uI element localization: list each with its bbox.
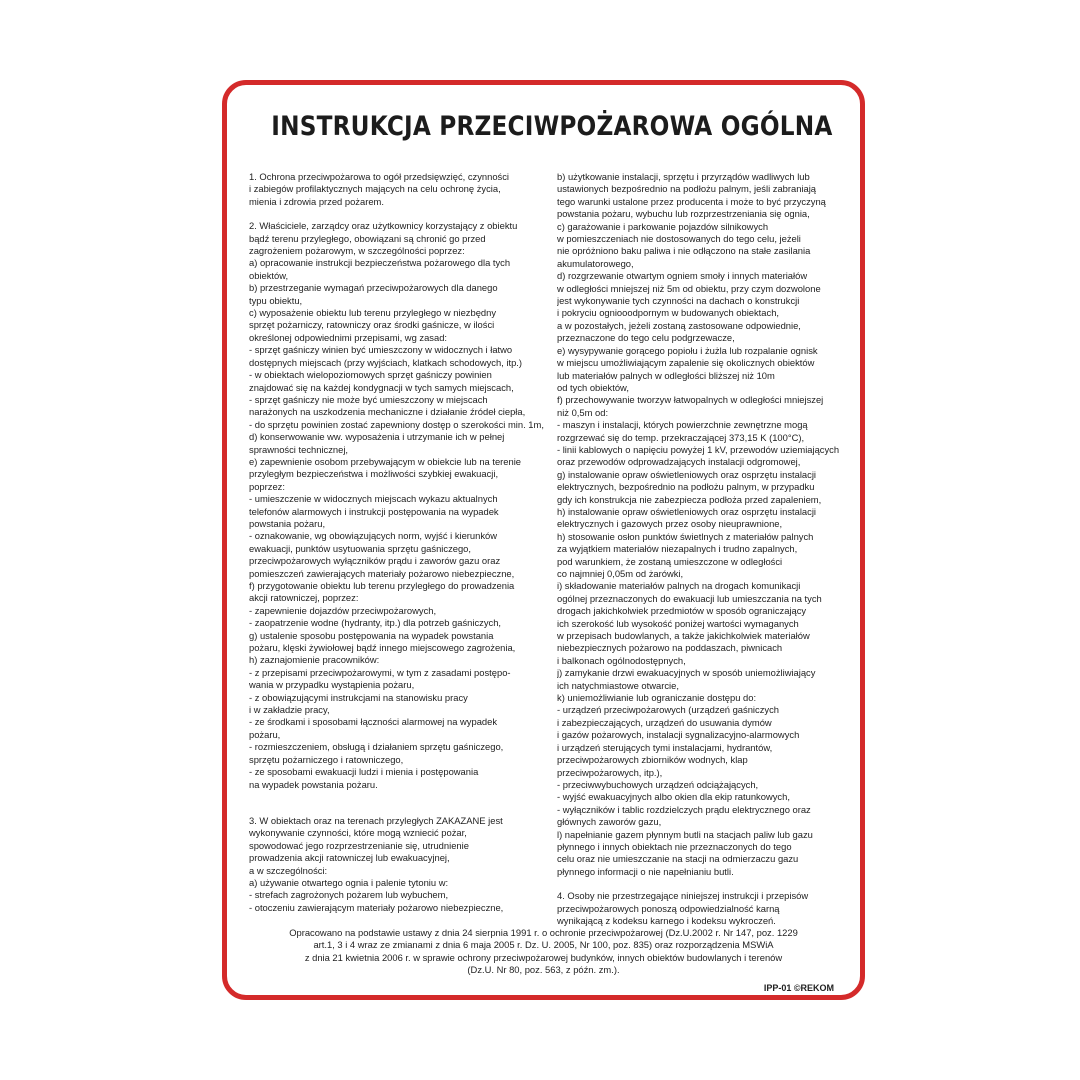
left-column-line: pomieszczeń zawierających materiały pożarowo niebezpieczne, (249, 567, 515, 579)
right-column-line: gdy ich konstrukcja nie zabezpiecza podłoża przed zapaleniem, (557, 493, 822, 505)
right-column-line: rozgrzewać się do temp. przekraczającej 373,15 K (100°C), (557, 431, 805, 443)
left-column-line: a w szczególności: (249, 864, 328, 876)
left-column-line: g) ustalenie sposobu postępowania na wypadek powstania (249, 629, 494, 641)
left-column-line: f) przygotowanie obiektu lub terenu przyległego do prowadzenia (249, 580, 515, 591)
left-column-line: obiektów, (249, 269, 289, 281)
left-column-line: sprzętu pożarniczego i ratowniczego, (249, 753, 404, 765)
left-column-line: - sprzęt gaśniczy winien być umieszczony w widocznych i łatwo (249, 344, 513, 356)
right-column-line: - maszyn i instalacji, których powierzchnie zewnętrzne mogą (557, 419, 808, 431)
brand-mark (764, 983, 834, 993)
right-column-line: przeznaczone do tego celu podgrzewacze, (557, 332, 735, 344)
left-column-line: zagrożeniem pożarowym, w szczególności poprzez: (249, 245, 465, 257)
footer-line: (Dz.U. Nr 80, poz. 563, z późn. zm.). (467, 964, 620, 976)
left-column-line: pożaru, (249, 728, 281, 740)
brand-logo: ©REKOM (793, 983, 834, 993)
right-column-line: - przeciwwybuchowych urządzeń odciążających, (557, 778, 759, 790)
right-column-line: elektrycznych, bezpośrednio na podłożu palnym, w przypadku (557, 481, 815, 493)
right-column-line: przeciwpożarowych, itp.), (557, 766, 663, 778)
right-column-line: jest wykonywanie tych czynności na dachach o konstrukcji (557, 295, 800, 307)
right-column-line: e) wysypywanie gorącego popiołu i żużla lub rozpalanie ognisk (557, 344, 818, 356)
right-column-line: - wyłączników i tablic rozdzielczych prądu elektrycznego oraz (557, 803, 811, 815)
right-column-line: tego warunki ustalone przez producenta i może to być przyczyną (557, 195, 826, 207)
right-column-line: ich szerokość lub wysokość poniżej wartości wymaganych (557, 617, 799, 629)
right-column-line: - wyjść ewakuacyjnych albo okien dla ekip ratunkowych, (557, 791, 790, 803)
right-column-line: co najmniej 0,05m od żarówki, (557, 568, 684, 579)
left-column-line: - umieszczenie w widocznych miejscach wykazu aktualnych (249, 493, 498, 505)
right-column-line: b) użytkowanie instalacji, sprzętu i przyrządów wadliwych lub (557, 171, 810, 182)
right-column-line: j) zamykanie drzwi ewakuacyjnych w sposób uniemożliwiający (557, 667, 816, 679)
left-column-line: akcji ratowniczej, poprzez: (249, 592, 359, 604)
right-column-line: przeciwpożarowych zbiorników wodnych, klap (557, 754, 748, 766)
left-column-line: a) opracowanie instrukcji bezpieczeństwa pożarowego dla tych (249, 257, 511, 269)
left-column-line: - sprzęt gaśniczy nie może być umieszczony w miejscach (249, 393, 488, 405)
left-column-line: sprzęt pożarniczy, ratowniczy oraz środki gaśnicze, w ilości (249, 319, 495, 331)
right-column-line: płynnego i innych obiektach nie przeznaczonych do tego (557, 840, 792, 852)
left-column (249, 171, 545, 914)
right-column-line (557, 878, 849, 890)
right-column-line: h) stosowanie osłon punktów świetlnych z materiałów palnych (557, 530, 814, 542)
safety-sign (222, 80, 865, 1000)
left-column-line: - rozmieszczeniem, obsługą i działaniem sprzętu gaśniczego, (249, 741, 504, 753)
right-column-line: od tych obiektów, (557, 381, 629, 393)
left-column-line: - do sprzętu powinien zostać zapewniony dostęp o szerokości min. 1m, (249, 418, 544, 430)
left-column-line: - ze środkami i sposobami łączności alarmowej na wypadek (249, 716, 498, 728)
right-column-line: k) uniemożliwianie lub ograniczanie dostępu do: (557, 692, 757, 704)
right-column-line: lub materiałów palnych w odległości bliższej niż 10m (557, 369, 775, 381)
right-column-line: elektrycznych i gazowych przez osoby nieuprawnione, (557, 518, 783, 530)
left-column-line: e) zapewnienie osobom przebywającym w obiekcie lub na terenie (249, 455, 522, 467)
left-column-line: bądź terenu przyległego, obowiązani są chronić go przed (249, 232, 486, 244)
left-column-line: pożaru, klęski żywiołowej bądź innego miejscowego zagrożenia, (249, 642, 516, 654)
left-column-line (249, 791, 545, 803)
left-column-line: narażonych na uszkodzenia mechaniczne i działanie źródeł ciepła, (249, 406, 526, 418)
left-column-line (249, 803, 545, 815)
left-column-line: na wypadek powstania pożaru. (249, 778, 378, 790)
footer-line: art.1, 3 i 4 wraz ze zmianami z dnia 6 maja 2005 r. Dz. U. 2005, Nr 100, poz. 835) oraz rozporządzenia MSWiA (313, 939, 774, 951)
left-column-line: określonej odpowiednimi przepisami, wg zasad: (249, 331, 448, 343)
left-column-line: sprawności technicznej, (249, 443, 349, 455)
right-column-line: f) przechowywanie tworzyw łatwopalnych w odległości mniejszej (557, 394, 824, 406)
left-column-line: h) zaznajomienie pracowników: (249, 654, 380, 666)
right-column-line: i) składowanie materiałów palnych na drogach komunikacji (557, 580, 801, 592)
right-column-line: wynikającą z kodeksu karnego i kodeksu wykroczeń. (557, 914, 776, 926)
right-column (557, 171, 849, 927)
right-column-line: ogólnej przeznaczonych do ewakuacji lub umieszczania na tych (557, 592, 822, 604)
left-column-line: mienia i zdrowia przed pożarem. (249, 195, 384, 207)
right-column-line: c) garażowanie i parkowanie pojazdów silnikowych (557, 220, 769, 232)
right-column-line: celu oraz nie umieszczanie na stacji na odmierzaczu gazu (557, 853, 799, 865)
right-column-line: i zabezpieczających, urządzeń do usuwania dymów (557, 716, 772, 728)
sign-title: INSTRUKCJA PRZECIWPOŻAROWA OGÓLNA (271, 111, 833, 142)
left-column-line: 1. Ochrona przeciwpożarowa to ogół przedsięwzięć, czynności (249, 171, 510, 182)
right-column-line: głównych zaworów gazu, (557, 816, 662, 828)
right-column-line: ich natychmiastowe otwarcie, (557, 679, 679, 691)
left-column-line: powstania pożaru, (249, 517, 326, 529)
left-column-line: poprzez: (249, 480, 285, 492)
right-column-line: d) rozgrzewanie otwartym ogniem smoły i innych materiałów (557, 270, 808, 282)
left-column-line: przyległym bezpieczeństwa i możliwości szybkiej ewakuacji, (249, 468, 499, 480)
left-column-line: - w obiektach wielopoziomowych sprzęt gaśniczy powinien (249, 369, 492, 381)
footer-line: z dnia 21 kwietnia 2006 r. w sprawie ochrony przeciwpożarowej budynków, innych obiektów budowlanych i terenów (304, 951, 783, 963)
right-column-line: ustawionych bezpośrednio na podłożu palnym, jeśli zabraniają (557, 183, 817, 195)
left-column-line: dostępnych miejscach (przy wyjściach, klatkach schodowych, itp.) (249, 356, 523, 368)
left-column-line: wykonywanie czynności, które mogą wzniecić pożar, (249, 827, 467, 839)
left-column-line: typu obiektu, (249, 294, 303, 306)
legal-footer (247, 927, 840, 977)
right-column-line: w odległości mniejszej niż 5m od obiektu, przy czym dozwolone (557, 282, 821, 294)
left-column-line: telefonów alarmowych i instrukcji postępowania na wypadek (249, 505, 499, 517)
right-column-line: powstania pożaru, wybuchu lub rozprzestrzeniania się ognia, (557, 208, 810, 220)
right-column-line: płynnego informacji o nie napełnianiu butli. (557, 865, 734, 877)
left-column-line: - strefach zagrożonych pożarem lub wybuchem, (249, 889, 449, 901)
right-column-line: drogach jakichkolwiek przedmiotów w sposób ograniczający (557, 605, 807, 617)
left-column-line: wania w przypadku wystąpienia pożaru, (249, 679, 415, 691)
right-column-line: pod warunkiem, że zostaną umieszczone w odległości (557, 555, 783, 567)
right-column-line: nie opróżniono baku paliwa i nie odłączono na stałe zasilania (557, 245, 811, 257)
left-column-line: a) używanie otwartego ognia i palenie tytoniu w: (249, 876, 449, 888)
right-column-line: 4. Osoby nie przestrzegające niniejszej instrukcji i przepisów (557, 890, 809, 902)
left-column-line: - zaopatrzenie wodne (hydranty, itp.) dla potrzeb gaśniczych, (249, 617, 502, 629)
right-column-line: za wyjątkiem materiałów niezapalnych i trudno zapalnych, (557, 543, 798, 555)
right-column-line: i gazów pożarowych, instalacji sygnalizacyjno-alarmowych (557, 729, 800, 741)
left-column-line: prowadzenia akcji ratowniczej lub ewakuacyjnej, (249, 852, 450, 864)
right-column-line: g) instalowanie opraw oświetleniowych oraz osprzętu instalacji (557, 468, 816, 480)
product-code: IPP-01 (763, 983, 792, 993)
left-column-line: 3. W obiektach oraz na terenach przyległych ZAKAZANE jest (249, 814, 503, 826)
right-column-line: przeciwpożarowych ponoszą odpowiedzialność karną (557, 902, 780, 914)
left-column-line: i w zakładzie pracy, (249, 704, 330, 716)
right-column-line: - linii kablowych o napięciu powyżej 1 kV, przewodów uziemiających (557, 443, 840, 455)
right-column-line: niż 0,5m od: (557, 406, 609, 418)
right-column-line: i pokryciu ogniooodpornym w budowanych obiektach, (557, 307, 780, 319)
right-column-line: w miejscu umożliwiającym zapalenie się okolicznych obiektów (557, 357, 815, 369)
left-column-line: b) przestrzeganie wymagań przeciwpożarowych dla danego (249, 282, 498, 294)
left-column-line: d) konserwowanie ww. wyposażenia i utrzymanie ich w pełnej (249, 431, 505, 443)
right-column-line: oraz przewodów odprowadzających instalacji odgromowej, (557, 456, 801, 468)
left-column-line: - oznakowanie, wg obowiązujących norm, wyjść i kierunków (249, 530, 498, 542)
right-column-line: w przepisach budowlanych, a także jakichkolwiek materiałów (557, 630, 810, 642)
left-column-line: ewakuacji, punktów usytuowania sprzętu gaśniczego, (249, 542, 472, 554)
right-column-line: h) instalowanie opraw oświetleniowych oraz osprzętu instalacji (557, 505, 816, 517)
right-column-line: a w pozostałych, jeżeli zostaną zastosowane odpowiednie, (557, 319, 801, 331)
left-column-line: znajdować się na każdej kondygnacji w tych samych miejscach, (249, 381, 514, 393)
left-column-line: c) wyposażenie obiektu lub terenu przyległego w niezbędny (249, 307, 497, 319)
right-column-line: i urządzeń sterujących tymi instalacjami, hydrantów, (557, 741, 773, 753)
right-column-line: akumulatorowego, (557, 257, 634, 269)
left-column-line: 2. Właściciele, zarządcy oraz użytkownicy korzystający z obiektu (249, 220, 518, 232)
left-column-line: - z obowiązującymi instrukcjami na stanowisku pracy (249, 691, 468, 703)
left-column-line: - otoczeniu zawierającym materiały pożarowo niebezpieczne, (249, 901, 504, 913)
left-column-line: i zabiegów profilaktycznych mających na celu ochronę życia, (249, 183, 501, 195)
left-column-line: - ze sposobami ewakuacji ludzi i mienia i postępowania (249, 766, 479, 778)
left-column-line: - zapewnienie dojazdów przeciwpożarowych, (249, 604, 437, 616)
right-column-line: - urządzeń przeciwpożarowych (urządzeń gaśniczych (557, 704, 779, 716)
right-column-line: i balkonach ogólnodostępnych, (557, 654, 686, 666)
footer-line: Opracowano na podstawie ustawy z dnia 24 sierpnia 1991 r. o ochronie przeciwpożarowej (Dz.U.2002 r. Nr 147, poz. 1229 (289, 927, 798, 938)
left-column-line: - z przepisami przeciwpożarowymi, w tym z zasadami postępo- (249, 666, 511, 678)
left-column-line: spowodować jego rozprzestrzenianie się, utrudnienie (249, 839, 469, 851)
right-column-line: niebezpiecznych pożarowo na poddaszach, piwnicach (557, 642, 783, 654)
right-column-line: l) napełnianie gazem płynnym butli na stacjach paliw lub gazu (557, 828, 813, 840)
right-column-line: w pomieszczeniach nie dostosowanych do tego celu, jeżeli (557, 233, 801, 245)
left-column-line: przeciwpożarowych wyłączników prądu i zaworów gazu oraz (249, 555, 501, 567)
left-column-line (249, 208, 545, 220)
